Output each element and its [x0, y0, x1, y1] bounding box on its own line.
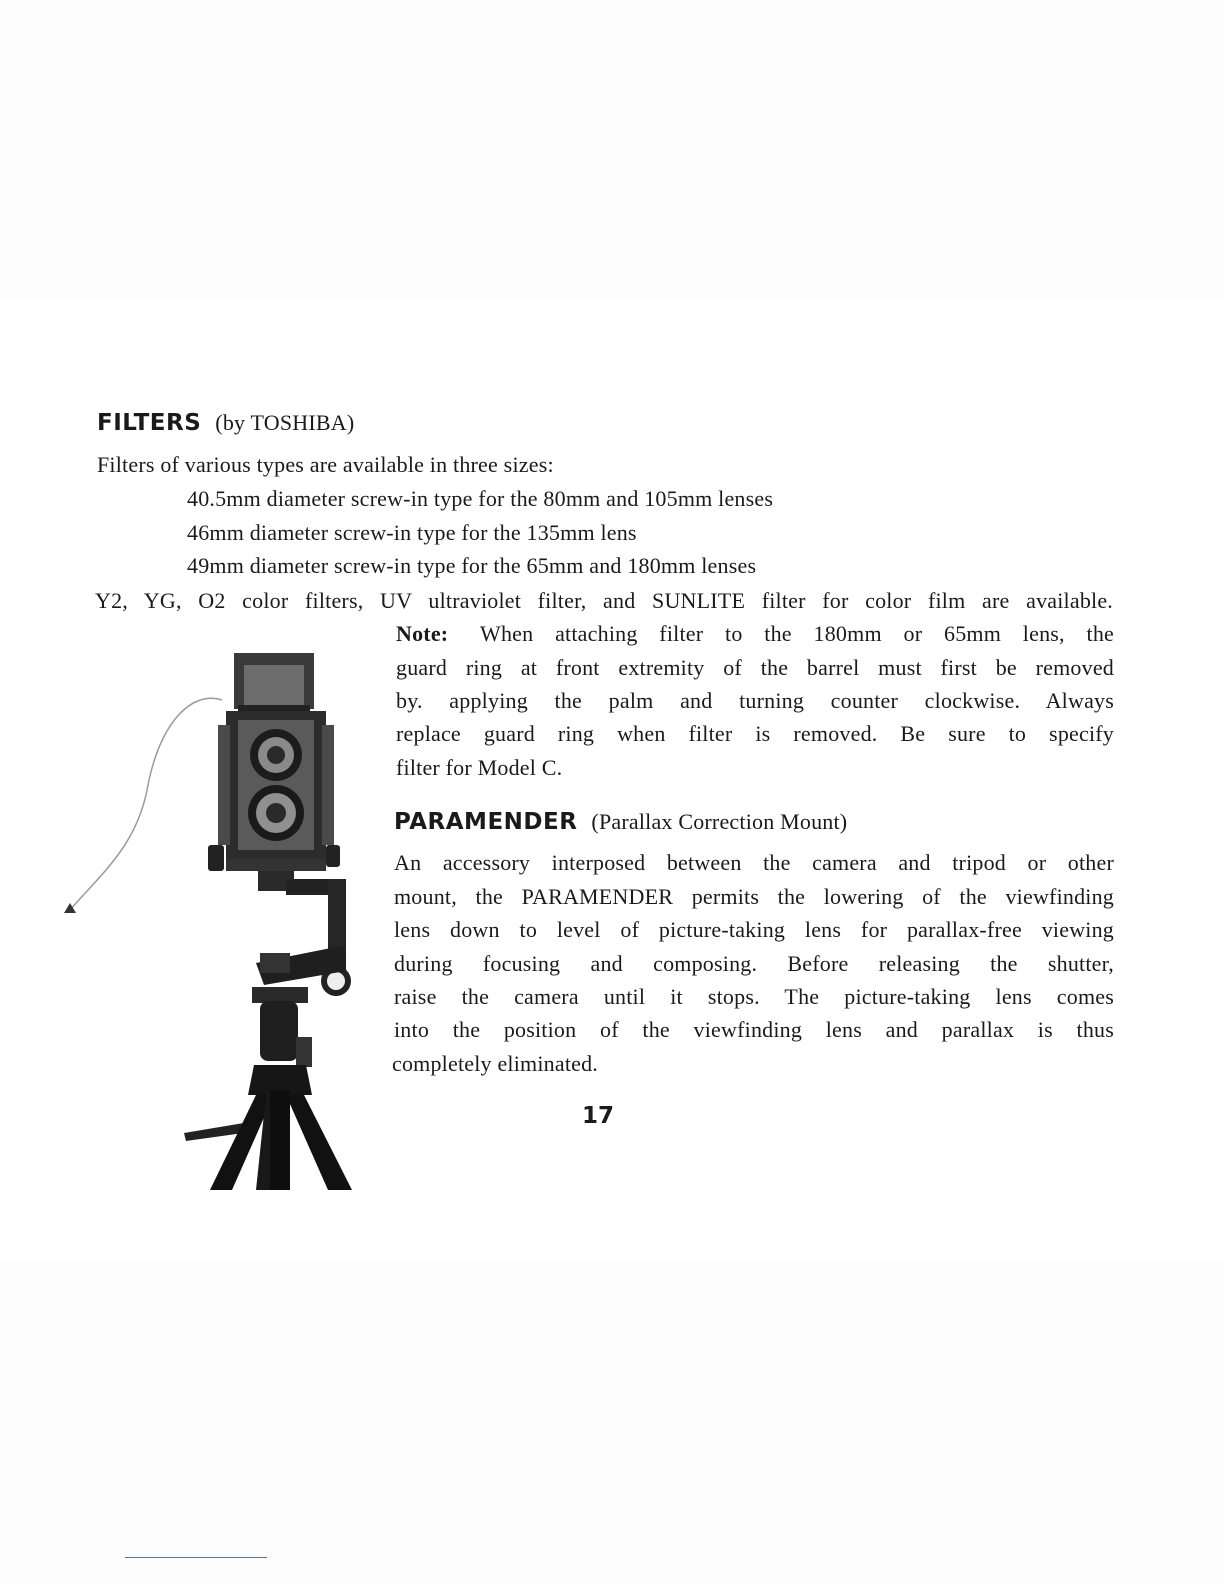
paramender-title: PARAMENDER — [394, 809, 578, 835]
note-line: by. applying the palm and turning counter clockwise. Always — [396, 688, 1114, 713]
note-first-line — [396, 621, 1114, 647]
paramender-line: into the position of the viewfinding lens and parallax is thus — [394, 1017, 1114, 1042]
paramender-subtitle: (Parallax Correction Mount) — [591, 809, 848, 834]
note-line: When attaching filter to the 180mm or 65mm lens, the — [480, 621, 1114, 646]
paramender-line: An accessory interposed between the camera and tripod or other — [394, 850, 1114, 875]
filter-size-line: 40.5mm diameter screw-in type for the 80mm and 105mm lenses — [187, 486, 774, 511]
note-line: filter for Model C. — [396, 755, 563, 780]
note-label: Note: — [396, 621, 449, 646]
filters-intro: Filters of various types are available in three sizes: — [97, 452, 554, 477]
page-number: 17 — [582, 1103, 615, 1129]
paramender-heading — [394, 809, 847, 835]
paramender-line: mount, the PARAMENDER permits the lowering of the viewfinding — [394, 884, 1114, 909]
filters-title: FILTERS — [97, 410, 202, 436]
paramender-line: during focusing and composing. Before releasing the shutter, — [394, 951, 1114, 976]
paramender-line: raise the camera until it stops. The picture-taking lens comes — [394, 984, 1114, 1009]
filters-subtitle: (by TOSHIBA) — [215, 410, 355, 435]
filters-colors-line: Y2, YG, O2 color filters, UV ultraviolet filter, and SUNLITE filter for color film are available. — [95, 588, 1113, 613]
camera-paramender-tripod-illustration — [60, 645, 360, 1190]
filters-heading — [97, 410, 354, 436]
note-line: guard ring at front extremity of the barrel must first be removed — [396, 655, 1114, 680]
filter-size-line: 49mm diameter screw-in type for the 65mm and 180mm lenses — [187, 553, 757, 578]
note-line: replace guard ring when filter is removed. Be sure to specify — [396, 721, 1114, 746]
paramender-line: completely eliminated. — [392, 1051, 598, 1076]
filter-size-line: 46mm diameter screw-in type for the 135mm lens — [187, 520, 637, 545]
footer-rule — [125, 1557, 267, 1558]
paramender-line: lens down to level of picture-taking lens for parallax-free viewing — [394, 917, 1114, 942]
